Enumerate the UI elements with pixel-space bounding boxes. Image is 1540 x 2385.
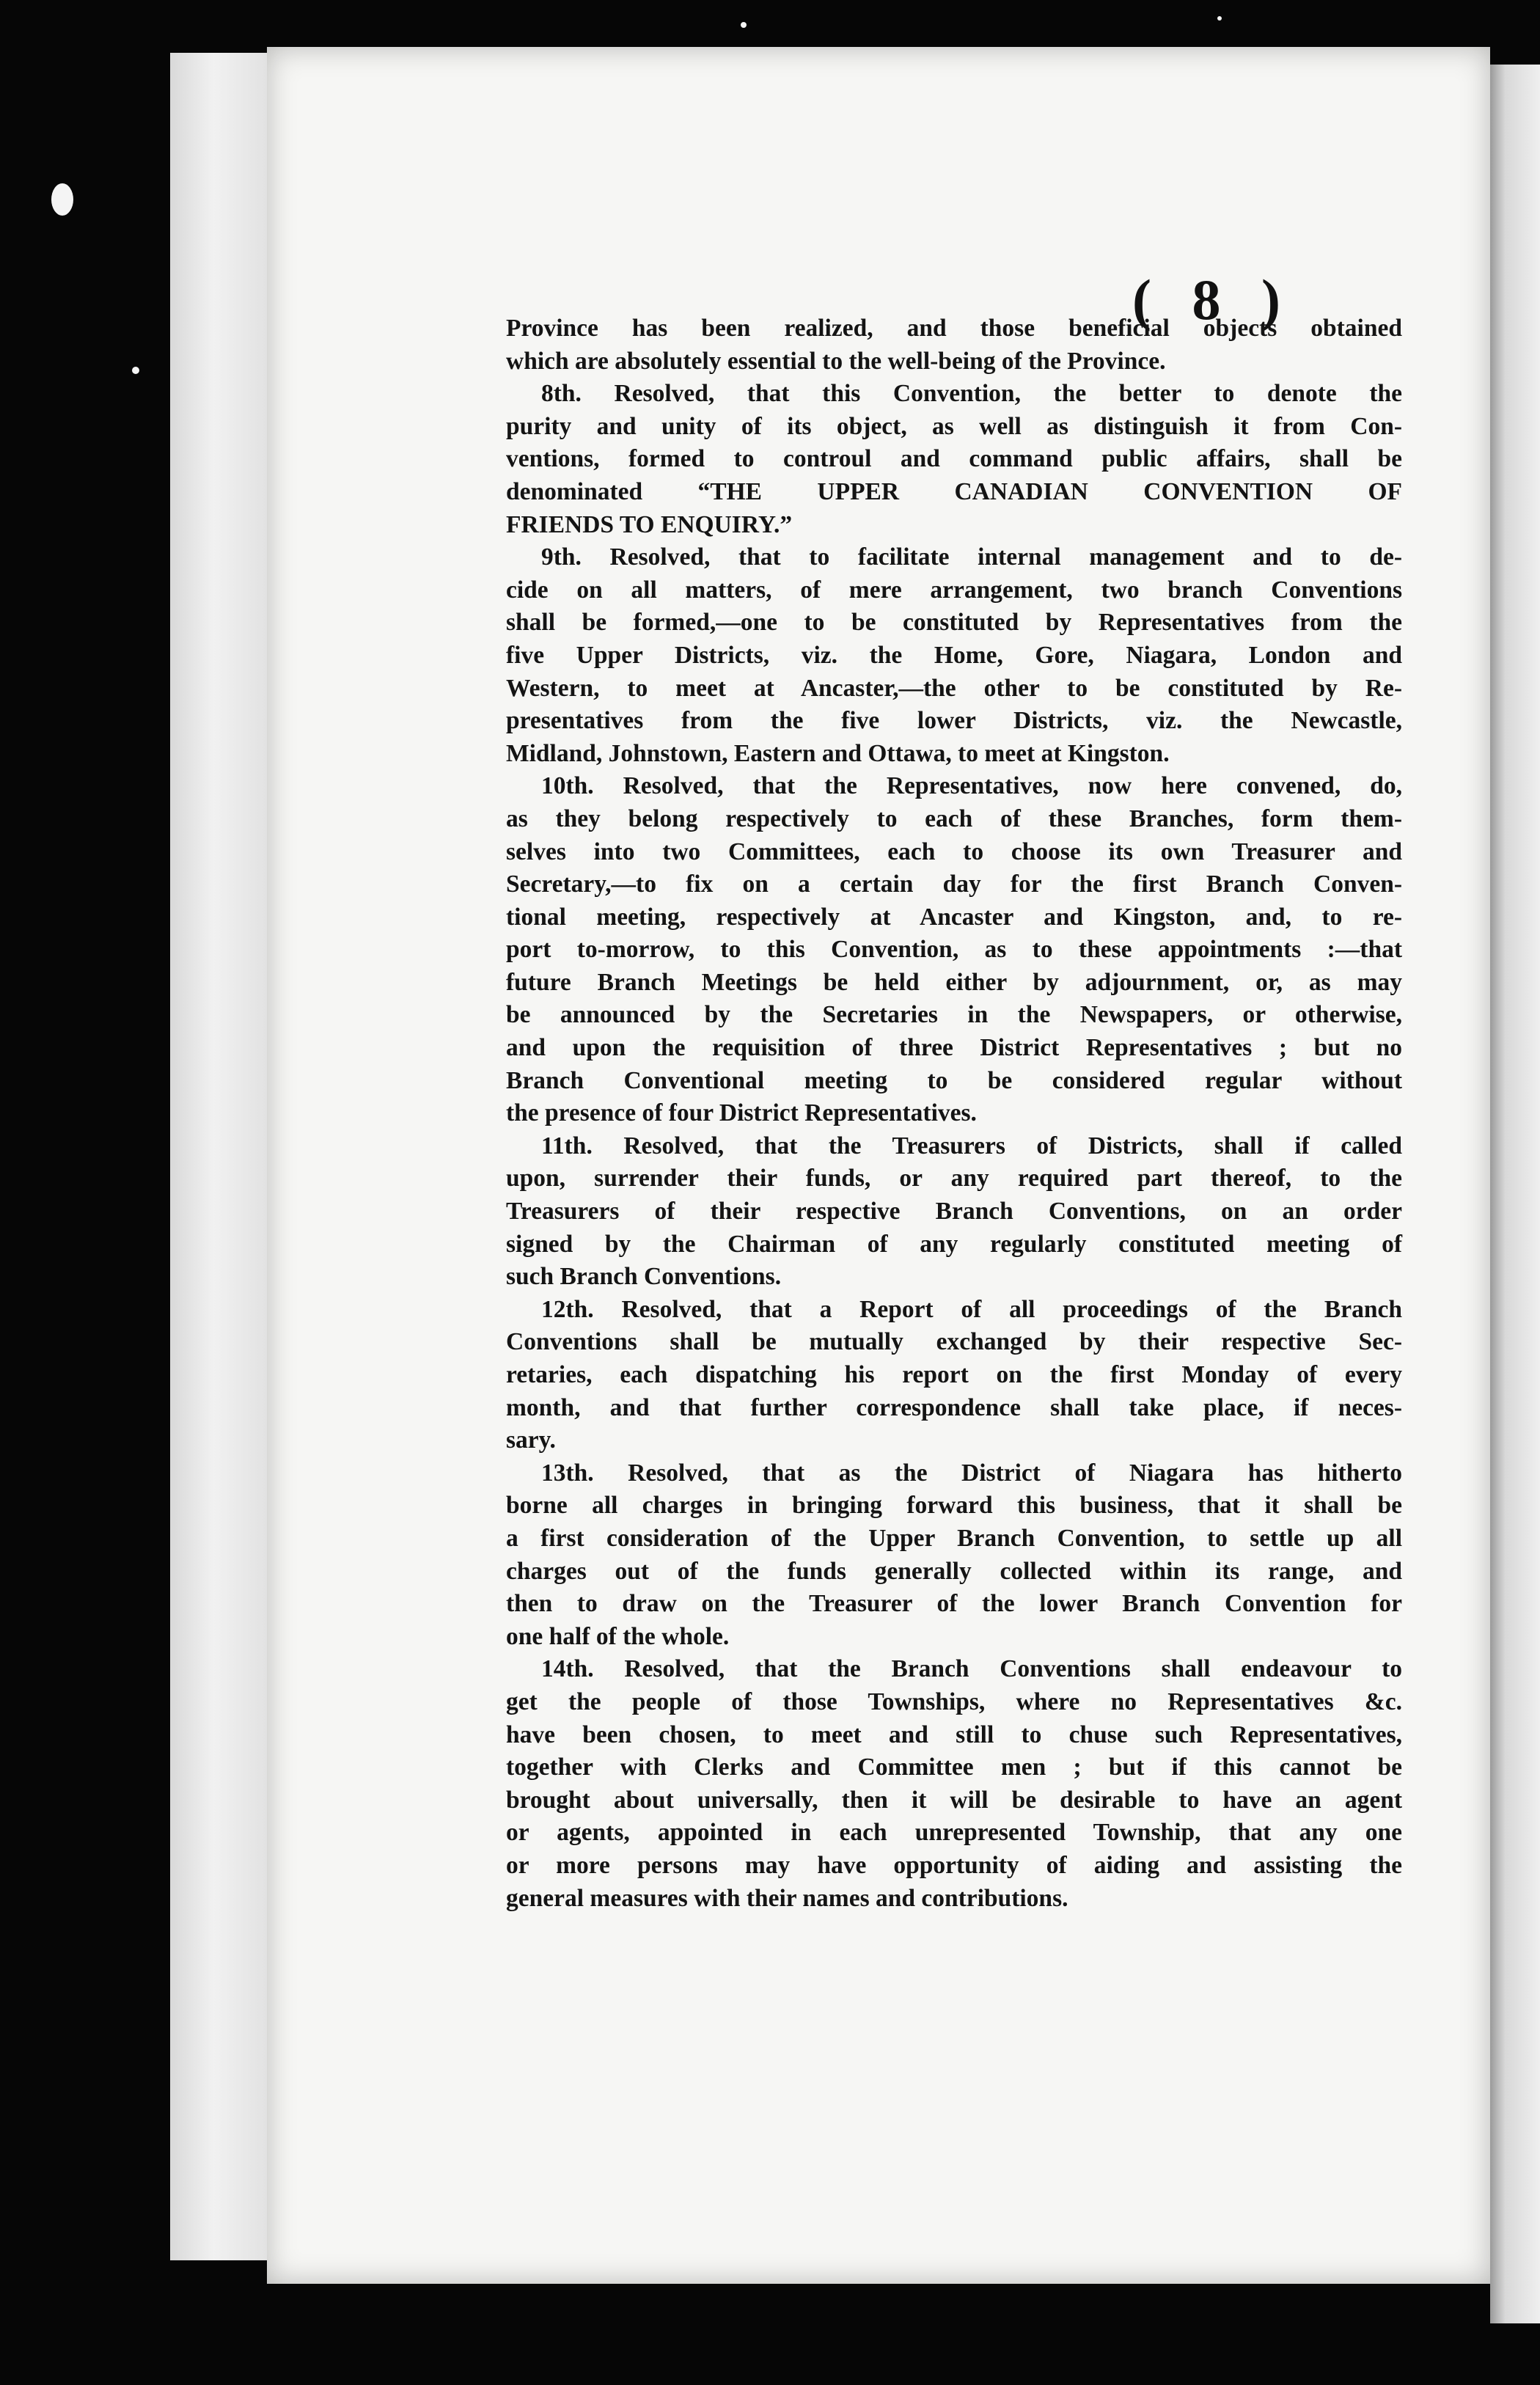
scan-speck [741, 22, 747, 28]
text-line: retaries, each dispatching his report on the first Monday of every [506, 1361, 1402, 1388]
text-line: or more persons may have opportunity of aiding and assisting the [506, 1851, 1402, 1879]
text-line: presentatives from the five lower Districts, viz. the Newcastle, [506, 707, 1402, 735]
text-line: 12th. Resolved, that a Report of all proceedings of the Branch [541, 1295, 1402, 1323]
text-line: 10th. Resolved, that the Representatives, now here convened, do, [541, 772, 1402, 800]
text-line: Secretary,—to fix on a certain day for the first Branch Conven- [506, 871, 1402, 898]
scan-speck [51, 183, 73, 216]
text-line: Conventions shall be mutually exchanged by their respective Sec- [506, 1328, 1402, 1356]
text-line: 9th. Resolved, that to facilitate internal management and to de- [541, 543, 1402, 571]
text-line: shall be formed,—one to be constituted by Representatives from the [506, 609, 1402, 637]
body-text [506, 312, 1402, 1915]
text-line: Western, to meet at Ancaster,—the other to be constituted by Re- [506, 674, 1402, 702]
scan-speck [132, 367, 139, 374]
text-line: charges out of the funds generally collected within its range, and [506, 1557, 1402, 1585]
text-line: 13th. Resolved, that as the District of Niagara has hitherto [541, 1459, 1402, 1487]
text-line: such Branch Conventions. [506, 1263, 782, 1291]
text-line: 14th. Resolved, that the Branch Conventions shall endeavour to [541, 1655, 1402, 1683]
text-line: the presence of four District Representatives. [506, 1099, 977, 1127]
text-line: denominated “THE UPPER CANADIAN CONVENTION OF [506, 477, 1402, 505]
text-line: general measures with their names and contributions. [506, 1884, 1068, 1912]
text-line: selves into two Committees, each to choose its own Treasurer and [506, 838, 1402, 865]
text-line: 11th. Resolved, that the Treasurers of Districts, shall if called [541, 1132, 1402, 1159]
text-line: tional meeting, respectively at Ancaster and Kingston, and, to re- [506, 903, 1402, 931]
text-line: together with Clerks and Committee men ; but if this cannot be [506, 1754, 1402, 1781]
text-line: or agents, appointed in each unrepresented Township, that any one [506, 1819, 1402, 1847]
text-line: get the people of those Townships, where no Representatives &c. [506, 1688, 1402, 1715]
text-line: which are absolutely essential to the well-being of the Province. [506, 347, 1166, 375]
scan-speck [1217, 16, 1222, 21]
adjacent-page-strip [1490, 65, 1540, 2323]
text-line: port to-morrow, to this Convention, as to these appointments :—that [506, 936, 1402, 964]
text-line: borne all charges in bringing forward this business, that it shall be [506, 1492, 1402, 1520]
text-line: Treasurers of their respective Branch Conventions, on an order [506, 1198, 1402, 1226]
text-line: Midland, Johnstown, Eastern and Ottawa, to meet at Kingston. [506, 739, 1170, 767]
text-line: be announced by the Secretaries in the Newspapers, or otherwise, [506, 1001, 1402, 1029]
text-line: then to draw on the Treasurer of the lower Branch Convention for [506, 1590, 1402, 1618]
text-line: Province has been realized, and those beneficial objects obtained [506, 315, 1402, 342]
text-line: signed by the Chairman of any regularly constituted meeting of [506, 1230, 1402, 1258]
text-line: sary. [506, 1426, 556, 1454]
text-line: a first consideration of the Upper Branch Convention, to settle up all [506, 1524, 1402, 1552]
text-line: one half of the whole. [506, 1622, 730, 1650]
text-line: 8th. Resolved, that this Convention, the better to denote the [541, 380, 1402, 408]
text-line: future Branch Meetings be held either by adjournment, or, as may [506, 968, 1402, 996]
text-line: upon, surrender their funds, or any required part thereof, to the [506, 1165, 1402, 1192]
text-line: purity and unity of its object, as well as distinguish it from Con- [506, 412, 1402, 440]
text-line: as they belong respectively to each of these Branches, form them- [506, 805, 1402, 832]
text-line: have been chosen, to meet and still to chuse such Representatives, [506, 1721, 1402, 1748]
text-line: five Upper Districts, viz. the Home, Gore, Niagara, London and [506, 641, 1402, 669]
text-line: FRIENDS TO ENQUIRY.” [506, 510, 793, 538]
text-line: month, and that further correspondence shall take place, if neces- [506, 1393, 1402, 1421]
text-line: Branch Conventional meeting to be considered regular without [506, 1066, 1402, 1094]
text-line: brought about universally, then it will be desirable to have an agent [506, 1786, 1402, 1814]
text-line: and upon the requisition of three District Representatives ; but no [506, 1034, 1402, 1062]
binding-edge-strip [170, 53, 269, 2260]
text-line: ventions, formed to controul and command public affairs, shall be [506, 445, 1402, 473]
page-number: ( 8 ) [1132, 268, 1294, 331]
text-line: cide on all matters, of mere arrangement, two branch Conventions [506, 576, 1402, 604]
